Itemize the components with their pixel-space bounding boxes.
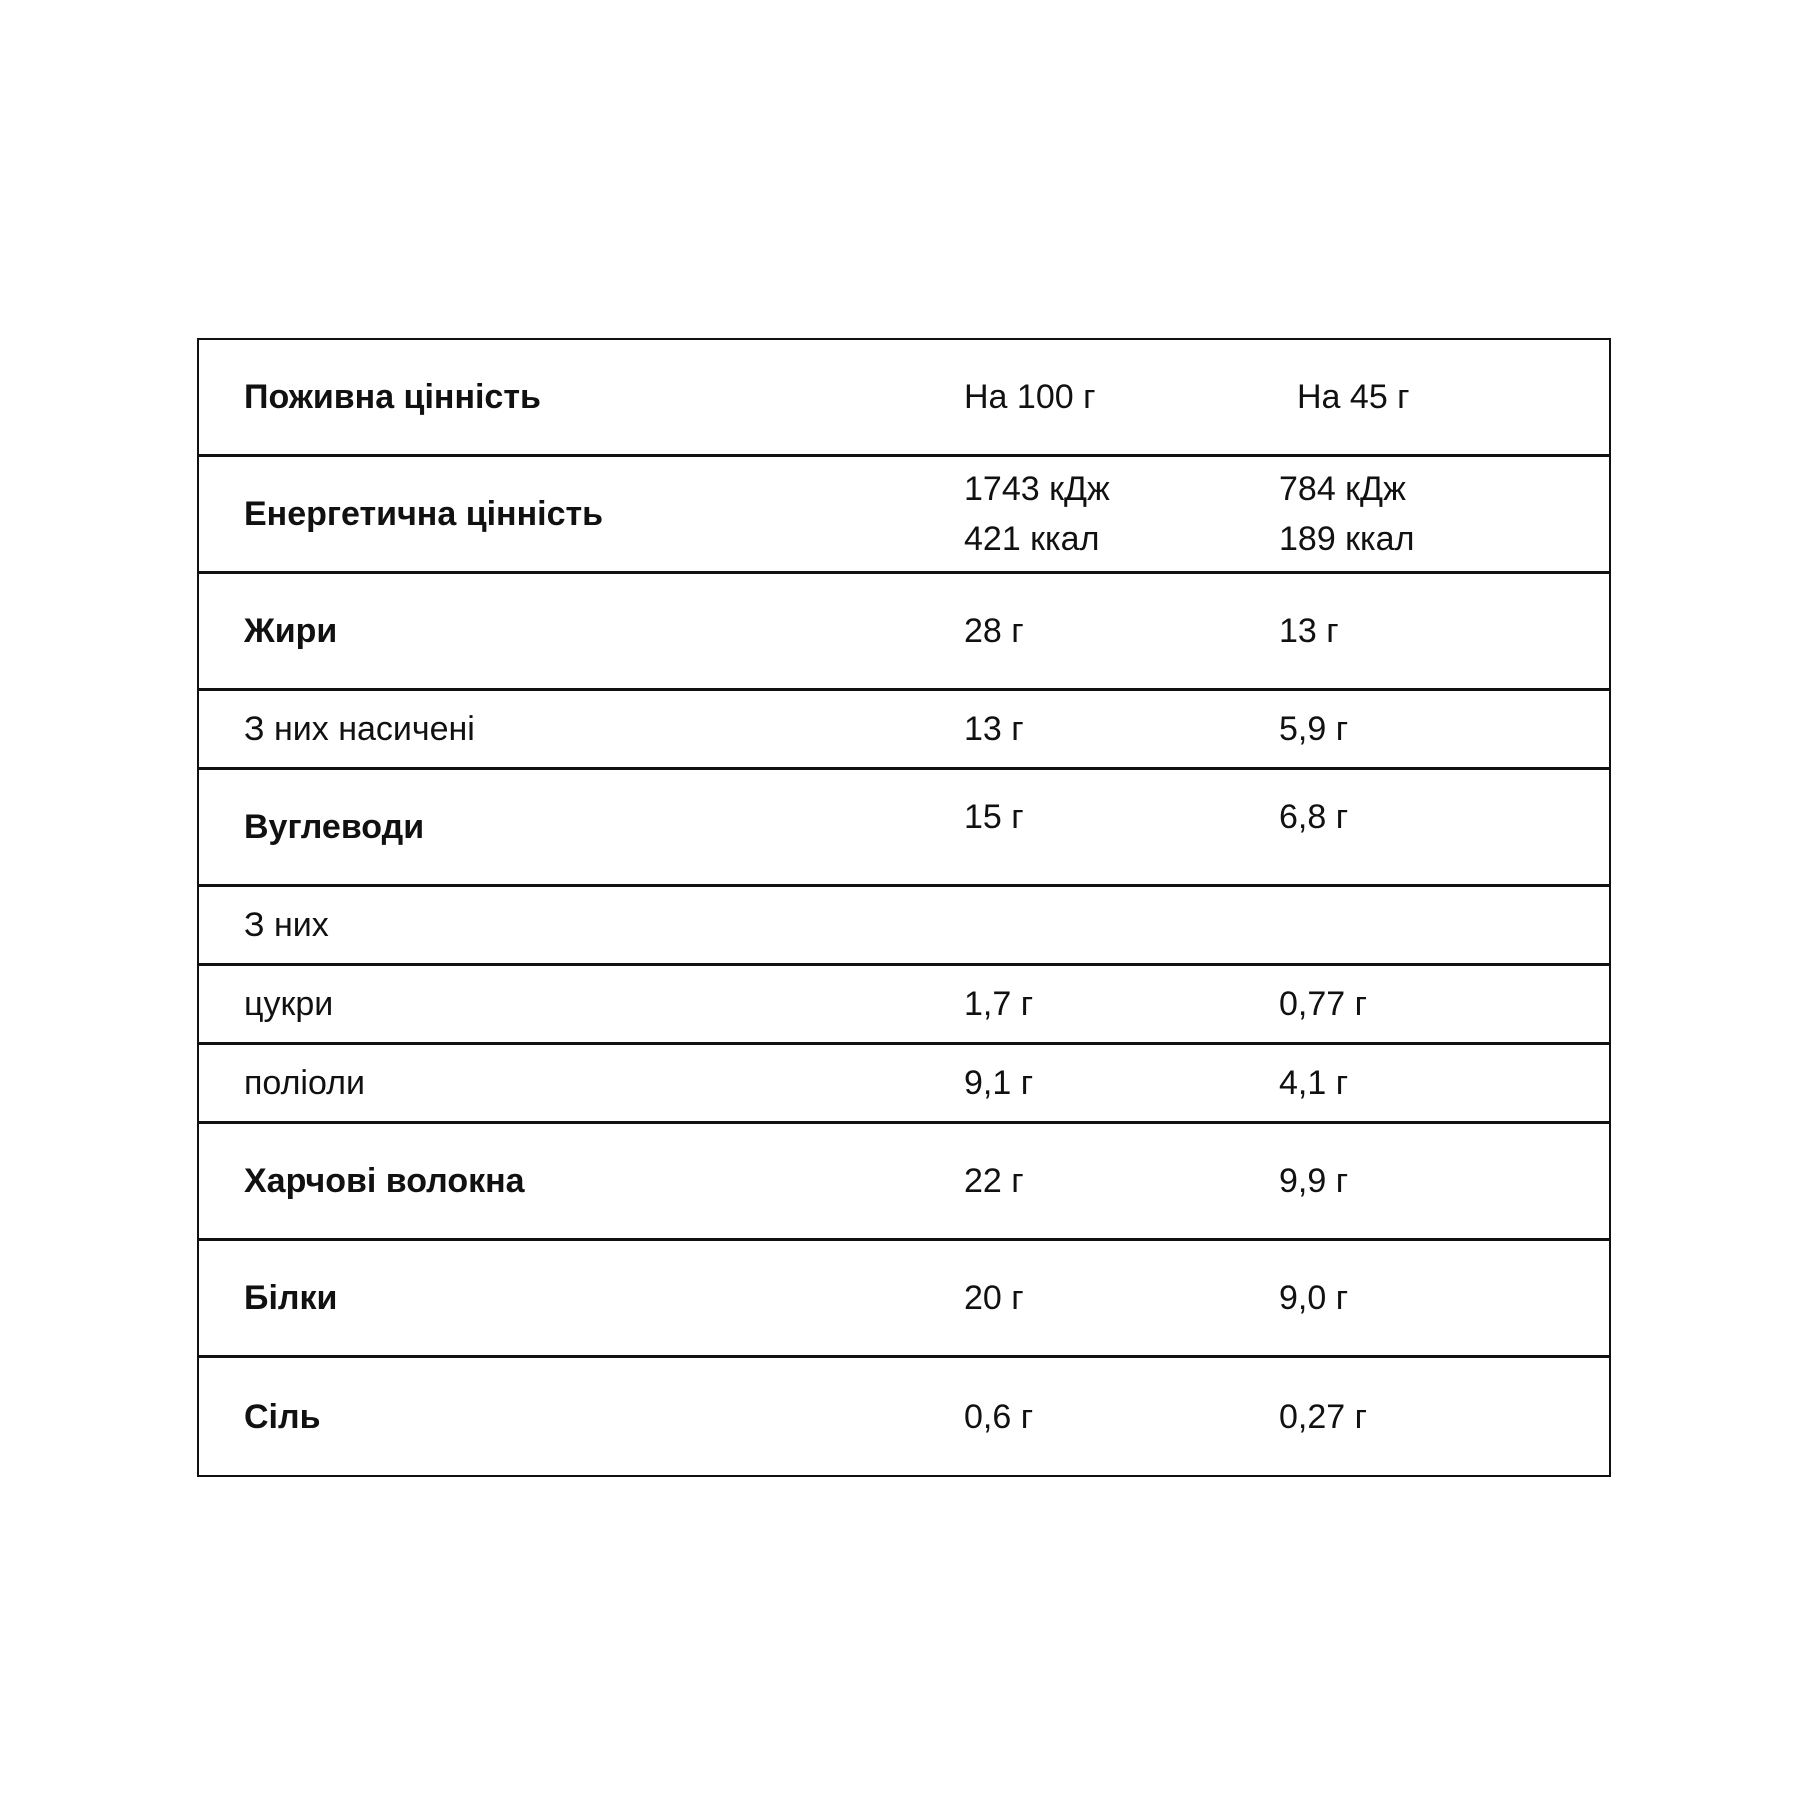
table-row-of-which (199, 887, 1609, 966)
row-label: Вуглеводи (244, 808, 425, 846)
row-label: З них (244, 906, 329, 944)
row-label: Сіль (244, 1397, 321, 1436)
row-per-45g: 5,9 г (1279, 710, 1349, 748)
row-label: Жири (244, 612, 338, 650)
row-per-100g: 9,1 г (964, 1064, 1034, 1102)
row-label: поліоли (244, 1064, 365, 1102)
row-per-100g: 15 г (964, 798, 1024, 836)
row-per-100g: 0,6 г (964, 1397, 1034, 1436)
row-label: Енергетична цінність (244, 495, 604, 533)
energy-kj-45g: 784 кДж (1279, 470, 1406, 508)
header-label: Поживна цінність (244, 378, 541, 416)
header-per-100g: На 100 г (964, 378, 1096, 416)
table-header-row (199, 340, 1609, 457)
header-per-45g: На 45 г (1297, 378, 1410, 416)
row-label: Харчові волокна (244, 1162, 525, 1200)
row-per-45g: 9,9 г (1279, 1162, 1349, 1200)
row-per-100g: 20 г (964, 1279, 1024, 1317)
row-per-45g (1279, 457, 1414, 571)
row-per-100g: 22 г (964, 1162, 1024, 1200)
row-per-100g: 1,7 г (964, 985, 1034, 1023)
energy-kcal-100g: 421 ккал (964, 520, 1100, 558)
row-per-100g: 28 г (964, 612, 1024, 650)
table-row-sugars (199, 966, 1609, 1045)
table-row-fat (199, 574, 1609, 691)
row-per-45g: 9,0 г (1279, 1279, 1349, 1317)
row-per-45g: 6,8 г (1279, 798, 1349, 836)
table-row-saturated (199, 691, 1609, 770)
table-row-protein (199, 1241, 1609, 1358)
table-row-carbohydrates (199, 770, 1609, 887)
row-per-45g: 13 г (1279, 612, 1339, 650)
row-label: Білки (244, 1279, 338, 1317)
row-per-45g: 0,77 г (1279, 985, 1368, 1023)
table-row-polyols (199, 1045, 1609, 1124)
row-label: цукри (244, 985, 334, 1023)
row-per-100g: 13 г (964, 710, 1024, 748)
energy-kcal-45g: 189 ккал (1279, 520, 1415, 558)
row-label: З них насичені (244, 710, 475, 748)
table-row-salt (199, 1358, 1609, 1475)
table-row-energy (199, 457, 1609, 574)
row-per-100g (964, 457, 1110, 571)
nutrition-table (197, 338, 1611, 1477)
row-per-45g: 0,27 г (1279, 1397, 1368, 1436)
row-per-45g: 4,1 г (1279, 1064, 1349, 1102)
table-row-fibre (199, 1124, 1609, 1241)
energy-kj-100g: 1743 кДж (964, 470, 1110, 508)
